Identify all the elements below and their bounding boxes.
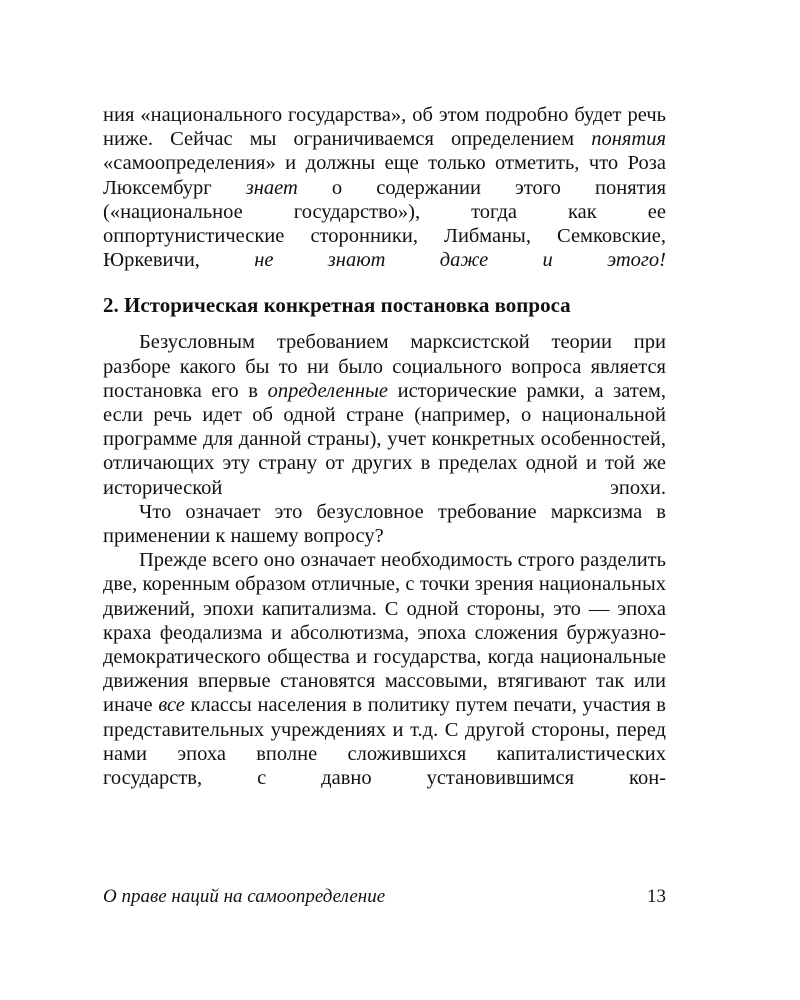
paragraph-3-emphasis: все bbox=[158, 694, 185, 717]
page-body bbox=[103, 103, 666, 790]
paragraph-1-text-2: исторические рамки, а затем, если речь идет об одной стране (например, о национальной программе для данной страны), учет конкретных особенностей, отличающих эту страну от других в пределах одной и той же исторической эпохи. bbox=[103, 379, 667, 499]
top-paragraph bbox=[103, 103, 666, 272]
top-paragraph-emphasis-1: понятия bbox=[591, 128, 666, 151]
page-footer bbox=[103, 885, 666, 909]
paragraph-1-text-1: Безусловным требованием марксистской теории при разборе какого бы то ни было социального вопроса является постановка его в bbox=[103, 331, 666, 402]
paragraph-3 bbox=[103, 548, 666, 790]
top-paragraph-emphasis-3: не знают даже и этого! bbox=[254, 249, 666, 272]
paragraph-2: Что означает это безусловное требование марксизма в применении к нашему вопросу? bbox=[103, 500, 666, 548]
top-paragraph-emphasis-2: знает bbox=[245, 176, 298, 199]
footer-book-title: О праве наций на самоопределение bbox=[103, 886, 386, 907]
section-heading: 2. Историческая конкретная постановка вопроса bbox=[103, 293, 571, 318]
top-paragraph-text-2: «самоопределения» и должны еще только отметить, что Роза Люксембург bbox=[103, 152, 666, 199]
top-paragraph-text-1: ния «национального государства», об этом подробно будет речь ниже. Сейчас мы ограничиваемся определением bbox=[103, 104, 666, 151]
paragraph-3-text-1: Прежде всего оно означает необходимость строго разделить две, коренным образом отличные, с точки зрения национальных движений, эпохи капитализма. С одной стороны, это — эпоха краха феодализма и абсолютизма, эпоха сложения буржуазно-демократического общества и государства, когда национальные движения впервые становятся массовыми, втягивают так или иначе bbox=[103, 549, 666, 717]
paragraph-1-emphasis: определенные bbox=[267, 379, 388, 402]
paragraph-1 bbox=[103, 330, 666, 499]
top-paragraph-text-3: о содержании этого понятия («национальное государство»), тогда как ее оппортунистические сторонники, Либманы, Семковские, Юркевичи, bbox=[103, 176, 667, 272]
page-number: 13 bbox=[647, 886, 666, 907]
paragraph-3-text-2: классы населения в политику путем печати, участия в представительных учреждениях и т.д. С другой стороны, перед нами эпоха вполне сложившихся капиталистических государств, с давно установившимся кон- bbox=[103, 694, 666, 790]
